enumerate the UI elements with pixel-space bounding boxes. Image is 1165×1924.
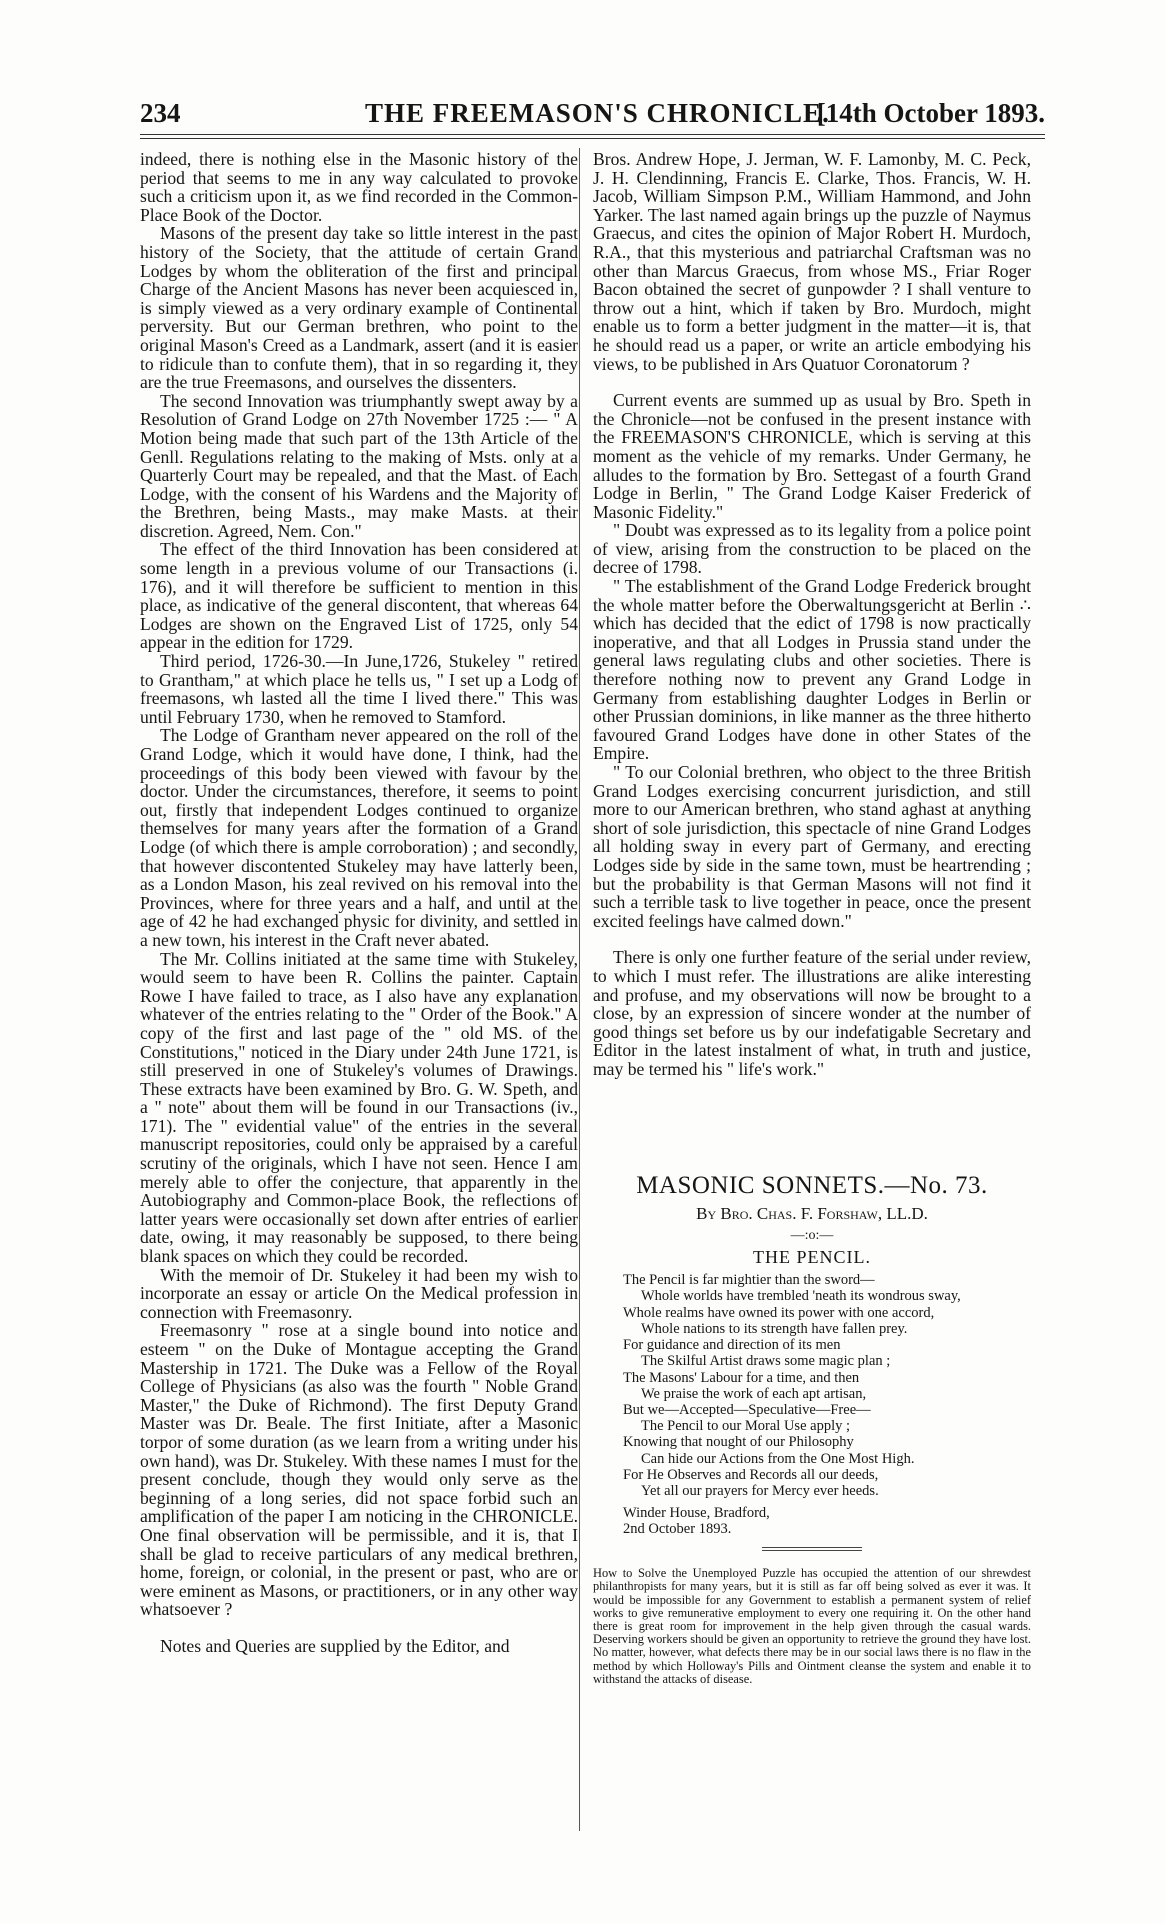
right-paragraph: " The establishment of the Grand Lodge Frederick brought the whole matter before the Oberwaltungsgericht at Berlin ∴ which has decided that the edict of 1798 is now practically inoperative, and that all Lodges in Prussia stand under the general laws regulating clubs and other societies. There is therefore nothing now to prevent any Grand Lodge in Germany from establishing daughter Lodges in Berlin or other Prussian dominions, in like manner as the three hitherto favoured Grand Lodges have done in other States of the Empire.: [593, 576, 1031, 764]
left-paragraph: The Mr. Collins initiated at the same time with Stukeley, would seem to have been R. Collins the painter. Captain Rowe I have failed to trace, as I also have any explanation whatever of the entries relating to the " Order of the Book." A copy of the first and last page of the " old MS. of the Constitutions," noticed in the Diary under 24th June 1721, is still preserved in one of Stukeley's volumes of Drawings. These extracts have been examined by Bro. G. W. Speth, and a " note" about them will be found in our Transactions (iv., 171). The " evidential value" of the entries in the several manuscript repositories, could only be appraised by a careful scrutiny of the originals, which I have not seen. Hence I am merely able to offer the conjecture, that apparently in the Autobiography and Common-place Book, the reflections of latter years were occasionally set down after entries of earlier date, owing, it may reasonably be supposed, to there being blank spaces on which they could be recorded.: [140, 948, 578, 1267]
sonnet-section: [593, 1171, 1031, 1552]
poem-line: Yet all our prayers for Mercy ever heeds.: [641, 1482, 879, 1499]
left-paragraph: Third period, 1726-30.—In June,1726, Stukeley " retired to Grantham," at which place he tells us, " I set up a Lodg of freemasons, wh lasted all the time I lived there." This was until February 1730, when he removed to Stamford.: [140, 651, 578, 727]
poem-body: [623, 1272, 1031, 1499]
section-rule: [762, 1547, 862, 1551]
left-paragraph: The effect of the third Innovation has been considered at some length in a previous volume of our Transactions (i. 176), and it will therefore be sufficient to mention in this place, as indicative of the general discontent, that whereas 64 Lodges are shown on the Engraved List of 1725, only 54 appear in the edition for 1729.: [140, 539, 578, 653]
left-paragraph-final: Notes and Queries are supplied by the Editor, and: [160, 1635, 510, 1656]
poem-line: The Pencil is far mightier than the sword—: [623, 1272, 875, 1289]
right-column: [593, 150, 1031, 1686]
left-paragraph: The Lodge of Grantham never appeared on the roll of the Grand Lodge, which it would have done, I think, had the proceedings of this body been viewed with favour by the doctor. Under the circumstances, therefore, it seems to point out, firstly that independent Lodges continued to organize themselves for many years after the formation of a Grand Lodge (of which there is ample corroboration) ; and secondly, that however discontented Stukeley may have latterly been, as a London Mason, his zeal revived on his removal into the Provinces, where for three years and a half, and until at the age of 42 he had exchanged physic for divinity, and settled in a new town, his interest in the Craft never abated.: [140, 725, 578, 950]
ornament: —:o:—: [790, 1228, 834, 1244]
sonnet-heading: MASONIC SONNETS.—No. 73.: [636, 1171, 988, 1199]
issue-date: [14th October 1893.: [816, 98, 1045, 128]
poem-line: Whole realms have owned its power with one accord,: [623, 1304, 935, 1321]
poem-line: Whole worlds have trembled 'neath its wondrous sway,: [641, 1288, 961, 1305]
column-divider: [579, 148, 580, 1831]
poem-line: Knowing that nought of our Philosophy: [623, 1434, 854, 1451]
left-paragraph: With the memoir of Dr. Stukeley it had been my wish to incorporate an essay or article On the Medical profession in connection with Freemasonry.: [140, 1264, 578, 1322]
right-paragraph: Current events are summed up as usual by Bro. Speth in the Chronicle—not be confused in the present instance with the FREEMASON'S CHRONICLE, which is serving at this moment as the vehicle of my remarks. Under Germany, he alludes to the formation by Bro. Settegast of a fourth Grand Lodge in Berlin, " The Grand Lodge Kaiser Frederick of Masonic Fidelity.": [593, 390, 1031, 522]
right-paragraph: " Doubt was expressed as to its legality from a police point of view, arising from the construction to be placed on the decree of 1798.: [593, 520, 1031, 578]
poem-line: For guidance and direction of its men: [623, 1337, 841, 1354]
poem-line: The Pencil to our Moral Use apply ;: [641, 1418, 850, 1435]
poem-line: The Masons' Labour for a time, and then: [623, 1369, 860, 1386]
masthead-rule-2: [140, 138, 1045, 139]
left-paragraph: indeed, there is nothing else in the Masonic history of the period that seems to me in any way calculated to provoke such a criticism upon it, as we find recorded in the Common-Place Book of the Doctor.: [140, 149, 578, 225]
left-paragraph: Masons of the present day take so little interest in the past history of the Society, that the attitude of certain Grand Lodges by whom the obliteration of the first and principal Charge of the Ancient Masons has never been acquiesced in, is simply viewed as a very ordinary example of Continental perversity. But our German brethren, who point to the original Mason's Creed as a Landmark, assert (and it is easier to ridicule than to confute them), that in so regarding it, they are the true Freemasons, and ourselves the dissenters.: [140, 223, 578, 393]
left-column: [140, 150, 578, 1656]
poem-line: The Skilful Artist draws some magic plan ;: [641, 1353, 891, 1370]
poem-line: Can hide our Actions from the One Most High.: [641, 1450, 915, 1467]
left-paragraph: Freemasonry " rose at a single bound into notice and esteem " on the Duke of Montague accepting the Grand Mastership in 1721. The Duke was a Fellow of the Royal College of Physicians (as also was the fourth " Noble Grand Master," the Duke of Richmond). The first Deputy Grand Master was Dr. Beale. The first Initiate, after a Masonic torpor of some duration (as we learn from a writing under his own hand), was Dr. Stukeley. With these names I must for the present conclude, though they would only serve as the beginning of a long series, did not space forbid such an amplification of the paper I am noticing in the CHRONICLE. One final observation will be permissible, and it is, that I shall be glad to receive particulars of any medical brethren, home, foreign, or colonial, in the present or past, who are or were eminent as Masons, or practitioners, or in any other way whatsoever ?: [140, 1320, 578, 1620]
poem-line: But we—Accepted—Speculative—Free—: [623, 1401, 871, 1418]
right-paragraph: " To our Colonial brethren, who object to the three British Grand Lodges exercising concurrent jurisdiction, and still more to our American brethren, who stand aghast at anything short of sole jurisdiction, this spectacle of nine Grand Lodges all holding sway in every part of Germany, and erecting Lodges side by side in the same town, must be heartrending ; but the probability is that German Masons will not find it such a terrible task to live together in peace, once the present excited feelings have calmed down.": [593, 762, 1031, 931]
poem-line: Whole nations to its strength have fallen prey.: [641, 1320, 908, 1337]
signature-date: 2nd October 1893.: [623, 1521, 732, 1538]
poem-signature: [623, 1505, 1031, 1537]
page-number: 234: [140, 98, 181, 128]
right-paragraph: Bros. Andrew Hope, J. Jerman, W. F. Lamonby, M. C. Peck, J. H. Clendinning, Francis E. Clarke, Thos. Francis, W. H. Jacob, William Simpson P.M., William Hammond, and John Yarker. The last named again brings up the puzzle of Naymus Graecus, and cites the opinion of Major Robert H. Murdoch, R.A., that this mysterious and patriarchal Craftsman was no other than Marcus Graecus, from whose MS., Friar Roger Bacon obtained the secret of gunpowder ? I shall venture to throw out a hint, which if taken by Bro. Murdoch, might enable us to form a better judgment in the matter—it is, that he should read us a paper, or write an article embodying his views, to be published in Ars Quatuor Coronatorum ?: [593, 149, 1031, 374]
publication-title: THE FREEMASON'S CHRONICLE.: [365, 98, 830, 128]
poem-title: THE PENCIL.: [753, 1246, 871, 1267]
poem-line: We praise the work of each apt artisan,: [641, 1385, 867, 1402]
poem-line: For He Observes and Records all our deeds,: [623, 1466, 879, 1483]
advertisement: How to Solve the Unemployed Puzzle has occupied the attention of our shrewdest philanthropists for many years, but it is still as far off being solved as ever it was. It would be impossible for any Government to establish a permanent system of relief works to give remunerative employment to every one requiring it. On the other hand there is great room for improvement in the help given through the casual wards. Deserving workers should be given an opportunity to retrieve the ground they have lost. No matter, however, what defects there may be in our social laws there is no flaw in the method by which Holloway's Pills and Ointment cleanse the system and enable it to withstand the attacks of disease.: [593, 1566, 1031, 1686]
masthead-rule: [140, 134, 1045, 135]
right-paragraph: There is only one further feature of the serial under review, to which I must refer. The illustrations are alike interesting and profuse, and my observations will now be brought to a close, by an expression of sincere wonder at the number of good things set before us by our indefatigable Secretary and Editor in the latest instalment of what, in truth and justice, may be termed his " life's work.": [593, 947, 1031, 1079]
left-paragraph: The second Innovation was triumphantly swept away by a Resolution of Grand Lodge on 27th November 1725 :— " A Motion being made that such part of the 13th Article of the Genll. Regulations relating to the making of Msts. only at a Quarterly Court may be repealed, and that the Mast. of Each Lodge, with the consent of his Wardens and the Majority of the Brethren, being Masts., may make Masts. at their discretion. Agreed, Nem. Con.": [140, 390, 578, 541]
masthead: [140, 96, 1045, 130]
sonnet-byline: By Bro. Chas. F. Forshaw, LL.D.: [696, 1203, 928, 1223]
signature-place: Winder House, Bradford,: [623, 1505, 770, 1522]
